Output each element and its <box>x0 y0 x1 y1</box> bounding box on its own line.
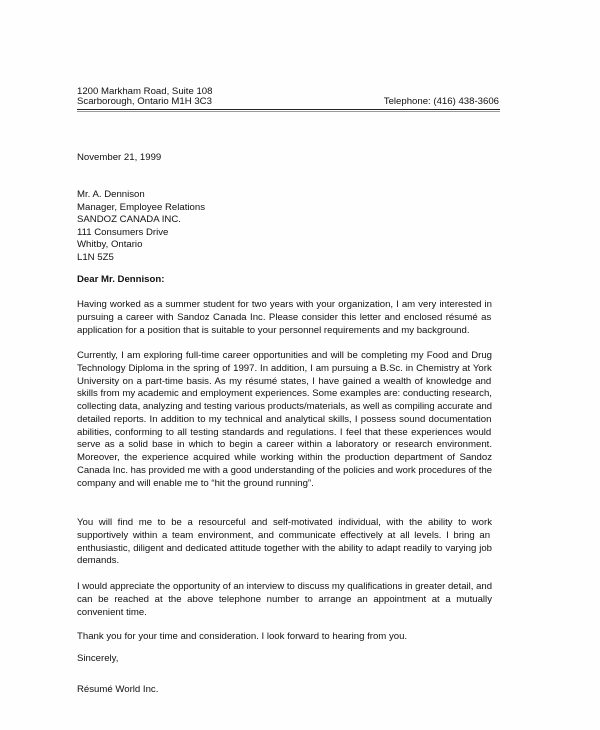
paragraph-2-line: Currently, I am exploring full-time career opportunities and will be completing my Food and Drug <box>77 350 492 361</box>
letter-date: November 21, 1999 <box>77 152 162 163</box>
paragraph-1-line: application for a position that is suitable to your personnel requirements and my background. <box>77 324 470 336</box>
recipient-line: 111 Consumers Drive <box>77 226 169 238</box>
paragraph-3-line: You will find me to be a resourceful and self-motivated individual, with the ability to work <box>77 517 492 528</box>
address-line-1: 1200 Markham Road, Suite 108 <box>77 86 213 97</box>
recipient-line: Manager, Employee Relations <box>77 201 205 213</box>
salutation: Dear Mr. Dennison: <box>77 274 165 285</box>
paragraph-4-line: I would appreciate the opportunity of an interview to discuss my qualifications in greater detail, and <box>77 581 492 592</box>
paragraph-3-line: demands. <box>77 555 120 567</box>
header-rule-shadow <box>77 111 500 112</box>
recipient-line: Mr. A. Dennison <box>77 189 145 200</box>
paragraph-2-line: skills from my academic and employment experiences. Some examples are: conducting research, <box>77 388 492 400</box>
paragraph-2-line: serve as a solid base in which to begin a career within a laboratory or research environment. <box>77 439 492 451</box>
recipient-line: L1N 5Z5 <box>77 252 114 263</box>
telephone: Telephone: (416) 438-3606 <box>383 96 499 107</box>
recipient-line: Whitby, Ontario <box>77 239 143 251</box>
paragraph-2-line: collecting data, analyzing and testing various products/materials, as well as compiling accurate and <box>77 401 492 412</box>
header-rule <box>77 109 500 110</box>
paragraph-2-line: University on a part-time basis. As my résumé states, I have gained a wealth of knowledge and <box>77 375 492 387</box>
recipient-line: SANDOZ CANADA INC. <box>77 214 181 226</box>
paragraph-2-line: company and will enable me to “hit the ground running”. <box>77 477 314 489</box>
paragraph-5-line: Thank you for your time and consideration. I look forward to hearing from you. <box>77 631 408 642</box>
paragraph-2-line: detailed reports. In addition to my technical and analytical skills, I possess sound documentation <box>77 413 492 425</box>
paragraph-2-line: abilities, conforming to all testing standards and regulations. I feel that these experiences would <box>77 426 492 438</box>
paragraph-2-line: Canada Inc. has provided me with a good understanding of the policies and work procedures of the <box>77 464 492 476</box>
paragraph-2-line: Moreover, the experience acquired while working within the production department of Sandoz <box>77 452 492 463</box>
paragraph-2-line: Technology Diploma in the spring of 1997. In addition, I am pursuing a B.Sc. in Chemistry at York <box>77 362 492 374</box>
closing: Sincerely, <box>77 653 119 664</box>
address-line-2: Scarborough, Ontario M1H 3C3 <box>77 96 212 107</box>
paragraph-1-line: pursuing a career with Sandoz Canada Inc. Please consider this letter and enclosed résumé as <box>77 311 492 323</box>
paragraph-3-line: supportively within a team environment, and communicate effectively at all levels. I bring an <box>77 529 491 541</box>
paragraph-4-line: convenient time. <box>77 606 147 618</box>
paragraph-4-line: can be reached at the above telephone number to arrange an appointment at a mutually <box>77 593 492 605</box>
paragraph-1-line: Having worked as a summer student for two years with your organization, I am very interested in <box>77 299 492 310</box>
paragraph-3-line: enthusiastic, diligent and dedicated attitude together with the ability to adapt readily to varying job <box>77 542 492 554</box>
signature: Résumé World Inc. <box>77 684 159 695</box>
